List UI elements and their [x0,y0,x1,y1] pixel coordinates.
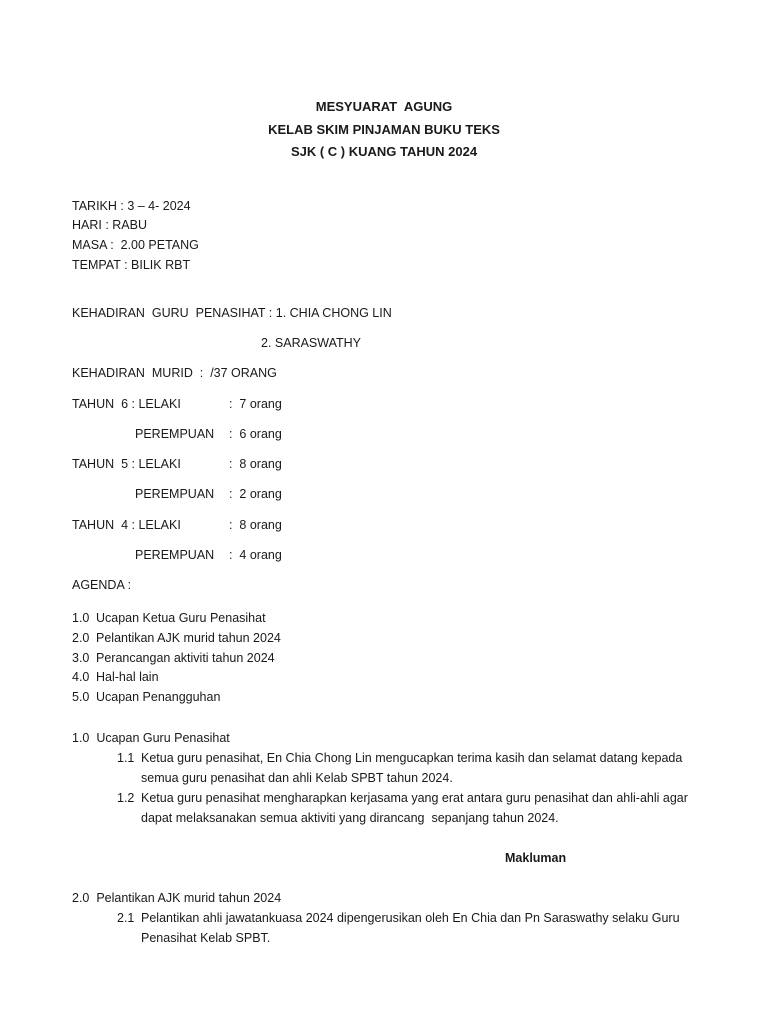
kehadiran-guru: KEHADIRAN GURU PENASIHAT : 1. CHIA CHONG LIN [72,306,392,320]
section-title: 1.0 Ucapan Guru Penasihat [72,731,230,745]
masa: MASA : 2.00 PETANG [72,238,199,252]
agenda-num: 2.0 [72,631,90,645]
sub-num: 2.1 [117,911,135,925]
agenda-item: Ucapan Penangguhan [96,690,221,704]
agenda-item: Ucapan Ketua Guru Penasihat [96,611,266,625]
kehadiran-guru-2: 2. SARASWATHY [261,336,362,350]
sub-num: 1.2 [117,791,135,805]
tahun4-perempuan-label: PEREMPUAN [135,548,215,562]
tahun6-perempuan-count: : 6 orang [229,427,282,441]
sub-text-line: Ketua guru penasihat mengharapkan kerjasama yang erat antara guru penasihat dan ahli-ahli agar [141,791,688,805]
sub-text-line: Pelantikan ahli jawatankuasa 2024 dipengerusikan oleh En Chia dan Pn Saraswathy selaku Guru [141,911,680,925]
sub-num: 1.1 [117,751,135,765]
kehadiran-murid: KEHADIRAN MURID : /37 ORANG [72,366,277,380]
tahun5-lelaki-count: : 8 orang [229,457,282,471]
agenda-item: Perancangan aktiviti tahun 2024 [96,651,275,665]
tempat: TEMPAT : BILIK RBT [72,258,191,272]
section-title: 2.0 Pelantikan AJK murid tahun 2024 [72,891,282,905]
tahun5-lelaki-label: TAHUN 5 : LELAKI [72,457,181,471]
sub-text-line: Penasihat Kelab SPBT. [141,931,271,945]
agenda-num: 1.0 [72,611,90,625]
hari: HARI : RABU [72,218,148,232]
sub-text-line: dapat melaksanakan semua aktiviti yang dirancang sepanjang tahun 2024. [141,811,559,825]
sub-text-line: semua guru penasihat dan ahli Kelab SPBT tahun 2024. [141,771,453,785]
tahun4-perempuan-count: : 4 orang [229,548,282,562]
tahun6-perempuan-label: PEREMPUAN [135,427,215,441]
tahun5-perempuan-count: : 2 orang [229,487,282,501]
sub-text-line: Ketua guru penasihat, En Chia Chong Lin mengucapkan terima kasih dan selamat datang kepada [141,751,683,765]
doc-title-line1: MESYUARAT AGUNG [315,99,453,114]
doc-title-line2: KELAB SKIM PINJAMAN BUKU TEKS [268,122,500,137]
tahun4-lelaki-label: TAHUN 4 : LELAKI [72,518,181,532]
tahun6-lelaki-count: : 7 orang [229,397,282,411]
agenda-num: 3.0 [72,651,90,665]
tahun6-lelaki-label: TAHUN 6 : LELAKI [72,397,181,411]
tarikh: TARIKH : 3 – 4- 2024 [72,199,191,213]
makluman-note: Makluman [505,851,567,865]
agenda-item: Hal-hal lain [96,670,159,684]
tahun4-lelaki-count: : 8 orang [229,518,282,532]
agenda-item: Pelantikan AJK murid tahun 2024 [96,631,281,645]
agenda-num: 4.0 [72,670,90,684]
agenda-title: AGENDA : [72,578,132,592]
tahun5-perempuan-label: PEREMPUAN [135,487,215,501]
agenda-num: 5.0 [72,690,90,704]
doc-title-line3: SJK ( C ) KUANG TAHUN 2024 [290,144,478,159]
